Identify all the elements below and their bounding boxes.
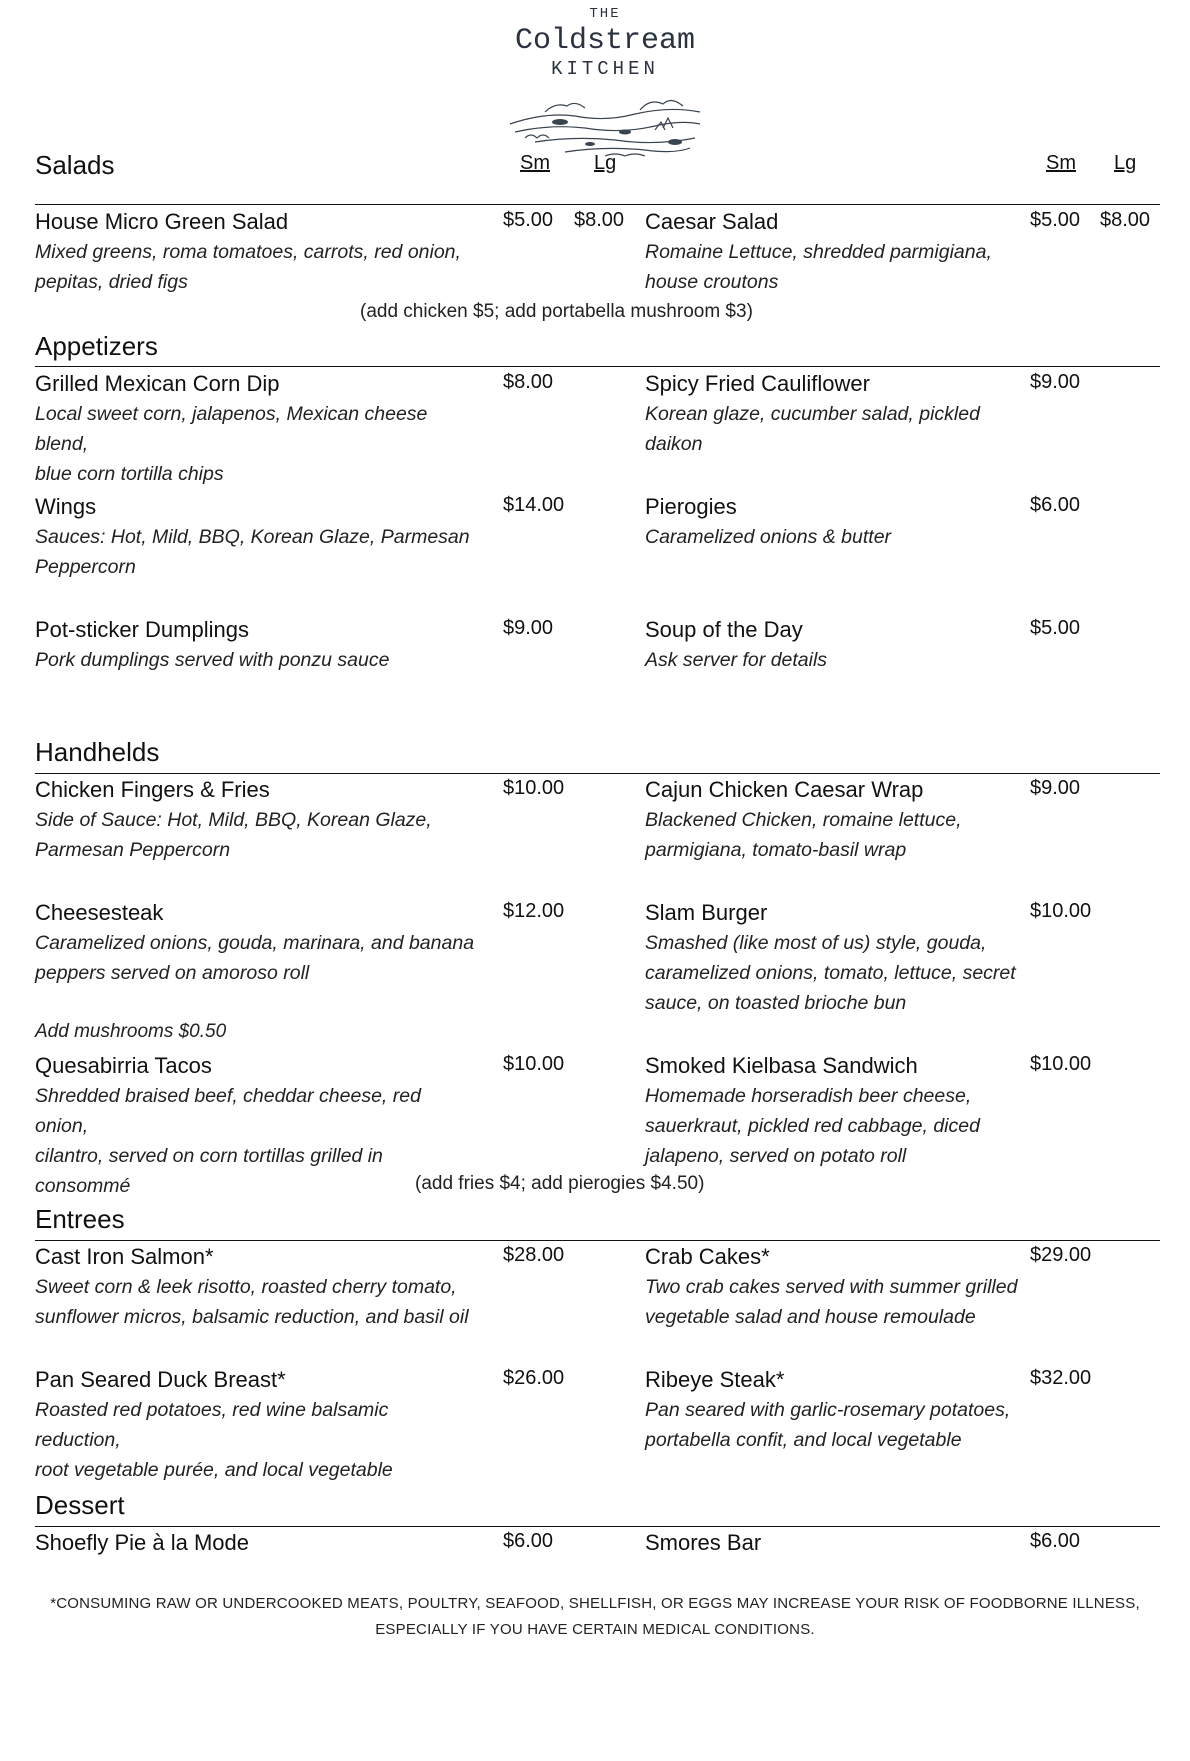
menu-item bbox=[645, 898, 1085, 1018]
item-price: $9.00 bbox=[1030, 371, 1081, 393]
menu-item bbox=[645, 1528, 1085, 1558]
menu-item bbox=[645, 207, 1085, 297]
item-description: house croutons bbox=[645, 271, 779, 293]
item-description: Sweet corn & leek risotto, roasted cherry tomato, bbox=[35, 1276, 457, 1298]
section-title-appetizers: Appetizers bbox=[35, 331, 158, 361]
item-description: Ask server for details bbox=[645, 649, 828, 671]
item-description: portabella confit, and local vegetable bbox=[645, 1429, 962, 1451]
item-price: $26.00 bbox=[503, 1367, 565, 1389]
item-price: $6.00 bbox=[1030, 494, 1081, 516]
item-name: Smores Bar bbox=[645, 1530, 762, 1555]
menu-item bbox=[645, 615, 1085, 675]
item-name: Pot-sticker Dumplings bbox=[35, 617, 249, 642]
section-divider bbox=[35, 1240, 1160, 1241]
item-price-lg: $8.00 bbox=[1100, 209, 1151, 231]
item-description: Peppercorn bbox=[35, 556, 136, 578]
item-name: Smoked Kielbasa Sandwich bbox=[645, 1053, 918, 1078]
menu-item bbox=[35, 207, 475, 297]
item-name: Slam Burger bbox=[645, 900, 768, 925]
menu-item bbox=[35, 369, 475, 489]
item-price-sm: $5.00 bbox=[503, 209, 554, 231]
item-description: sauerkraut, pickled red cabbage, diced bbox=[645, 1115, 980, 1137]
item-name: Ribeye Steak* bbox=[645, 1367, 785, 1392]
stream-landscape-illustration bbox=[505, 82, 705, 162]
menu-item bbox=[645, 775, 1085, 865]
item-price: $14.00 bbox=[503, 494, 565, 516]
item-description: pepitas, dried figs bbox=[35, 271, 188, 293]
item-price: $28.00 bbox=[503, 1244, 565, 1266]
item-price: $6.00 bbox=[503, 1530, 554, 1552]
menu-item bbox=[645, 1365, 1085, 1455]
salads-addon-note: (add chicken $5; add portabella mushroom $3) bbox=[360, 301, 753, 322]
section-divider bbox=[35, 773, 1160, 774]
menu-item bbox=[35, 775, 475, 865]
col-header-sm-left: Sm bbox=[520, 152, 550, 174]
col-header-lg-right: Lg bbox=[1114, 152, 1137, 174]
item-name: Pierogies bbox=[645, 494, 737, 519]
item-price: $8.00 bbox=[503, 371, 554, 393]
disclaimer-line: *CONSUMING RAW OR UNDERCOOKED MEATS, POULTRY, SEAFOOD, SHELLFISH, OR EGGS MAY INCREASE YOUR RISK OF FOODBORNE ILLNESS, bbox=[50, 1595, 1140, 1612]
item-name: Crab Cakes* bbox=[645, 1244, 770, 1269]
item-description: sunflower micros, balsamic reduction, and basil oil bbox=[35, 1306, 469, 1328]
item-name: Soup of the Day bbox=[645, 617, 803, 642]
item-description: Two crab cakes served with summer grilled bbox=[645, 1276, 1018, 1298]
col-header-sm-right: Sm bbox=[1046, 152, 1076, 174]
item-description: cilantro, served on corn tortillas grilled in consommé bbox=[35, 1145, 383, 1197]
item-description: daikon bbox=[645, 433, 703, 455]
menu-item bbox=[35, 1051, 475, 1201]
menu-item bbox=[645, 492, 1085, 552]
menu-item bbox=[35, 1528, 475, 1558]
item-name: Cheesesteak bbox=[35, 900, 164, 925]
item-price: $9.00 bbox=[503, 617, 554, 639]
menu-item bbox=[35, 1365, 475, 1485]
item-description: Side of Sauce: Hot, Mild, BBQ, Korean Glaze, bbox=[35, 809, 432, 831]
item-description: Parmesan Peppercorn bbox=[35, 839, 231, 861]
menu-item bbox=[645, 369, 1085, 459]
item-description: Korean glaze, cucumber salad, pickled bbox=[645, 403, 980, 425]
item-price: $10.00 bbox=[503, 1053, 565, 1075]
item-name: Spicy Fried Cauliflower bbox=[645, 371, 870, 396]
item-description: peppers served on amoroso roll bbox=[35, 962, 310, 984]
item-name: Pan Seared Duck Breast* bbox=[35, 1367, 286, 1392]
item-description: Sauces: Hot, Mild, BBQ, Korean Glaze, Parmesan bbox=[35, 526, 470, 548]
menu-item bbox=[35, 1242, 475, 1332]
item-price: $12.00 bbox=[503, 900, 565, 922]
section-title-salads: Salads bbox=[35, 150, 115, 180]
item-price: $6.00 bbox=[1030, 1530, 1081, 1552]
item-description: Caramelized onions & butter bbox=[645, 526, 892, 548]
item-name: House Micro Green Salad bbox=[35, 209, 289, 234]
item-description: root vegetable purée, and local vegetable bbox=[35, 1459, 393, 1481]
item-description: Romaine Lettuce, shredded parmigiana, bbox=[645, 241, 992, 263]
logo-kitchen: KITCHEN bbox=[551, 58, 659, 80]
menu-item bbox=[35, 898, 475, 988]
item-description: Pork dumplings served with ponzu sauce bbox=[35, 649, 390, 671]
item-description: Pan seared with garlic-rosemary potatoes, bbox=[645, 1399, 1011, 1421]
restaurant-logo bbox=[490, 6, 720, 164]
item-name: Cajun Chicken Caesar Wrap bbox=[645, 777, 924, 802]
item-description: jalapeno, served on potato roll bbox=[645, 1145, 907, 1167]
section-divider bbox=[35, 366, 1160, 367]
item-name: Shoefly Pie à la Mode bbox=[35, 1530, 250, 1555]
item-price: $5.00 bbox=[1030, 617, 1081, 639]
item-price: $32.00 bbox=[1030, 1367, 1092, 1389]
menu-item bbox=[645, 1051, 1085, 1171]
section-title-dessert: Dessert bbox=[35, 1490, 125, 1520]
item-description: Shredded braised beef, cheddar cheese, red onion, bbox=[35, 1085, 421, 1137]
item-name: Grilled Mexican Corn Dip bbox=[35, 371, 280, 396]
item-name: Quesabirria Tacos bbox=[35, 1053, 212, 1078]
disclaimer-line: ESPECIALLY IF YOU HAVE CERTAIN MEDICAL CONDITIONS. bbox=[375, 1621, 815, 1638]
menu-item bbox=[35, 615, 475, 675]
item-name: Cast Iron Salmon* bbox=[35, 1244, 214, 1269]
item-description: caramelized onions, tomato, lettuce, secret bbox=[645, 962, 1016, 984]
item-price: $10.00 bbox=[503, 777, 565, 799]
section-title-entrees: Entrees bbox=[35, 1204, 125, 1234]
item-description: vegetable salad and house remoulade bbox=[645, 1306, 976, 1328]
item-description: Smashed (like most of us) style, gouda, bbox=[645, 932, 987, 954]
col-header-lg-left: Lg bbox=[594, 152, 617, 174]
section-divider bbox=[35, 1526, 1160, 1527]
item-price: $9.00 bbox=[1030, 777, 1081, 799]
logo-the: THE bbox=[589, 6, 621, 22]
item-name: Chicken Fingers & Fries bbox=[35, 777, 270, 802]
item-name: Wings bbox=[35, 494, 97, 519]
item-price: $10.00 bbox=[1030, 900, 1092, 922]
item-price: $10.00 bbox=[1030, 1053, 1092, 1075]
item-description: blue corn tortilla chips bbox=[35, 463, 224, 485]
item-description: Caramelized onions, gouda, marinara, and banana bbox=[35, 932, 475, 954]
section-title-handhelds: Handhelds bbox=[35, 737, 160, 767]
item-description: Roasted red potatoes, red wine balsamic reduction, bbox=[35, 1399, 389, 1451]
item-description: Blackened Chicken, romaine lettuce, bbox=[645, 809, 962, 831]
item-description: Mixed greens, roma tomatoes, carrots, red onion, bbox=[35, 241, 461, 263]
item-price-lg: $8.00 bbox=[574, 209, 625, 231]
item-description: parmigiana, tomato-basil wrap bbox=[645, 839, 907, 861]
menu-item bbox=[645, 1242, 1085, 1332]
item-description: Homemade horseradish beer cheese, bbox=[645, 1085, 972, 1107]
item-price: $29.00 bbox=[1030, 1244, 1092, 1266]
item-description: sauce, on toasted brioche bun bbox=[645, 992, 907, 1014]
handhelds-addon-note: (add fries $4; add pierogies $4.50) bbox=[415, 1173, 705, 1194]
cheesesteak-addon-note: Add mushrooms $0.50 bbox=[35, 1021, 227, 1042]
food-safety-disclaimer bbox=[0, 1591, 1190, 1643]
item-name: Caesar Salad bbox=[645, 209, 779, 234]
item-description: Local sweet corn, jalapenos, Mexican cheese blend, bbox=[35, 403, 428, 455]
menu-item bbox=[35, 492, 475, 582]
item-price-sm: $5.00 bbox=[1030, 209, 1081, 231]
logo-name: Coldstream bbox=[514, 24, 696, 58]
